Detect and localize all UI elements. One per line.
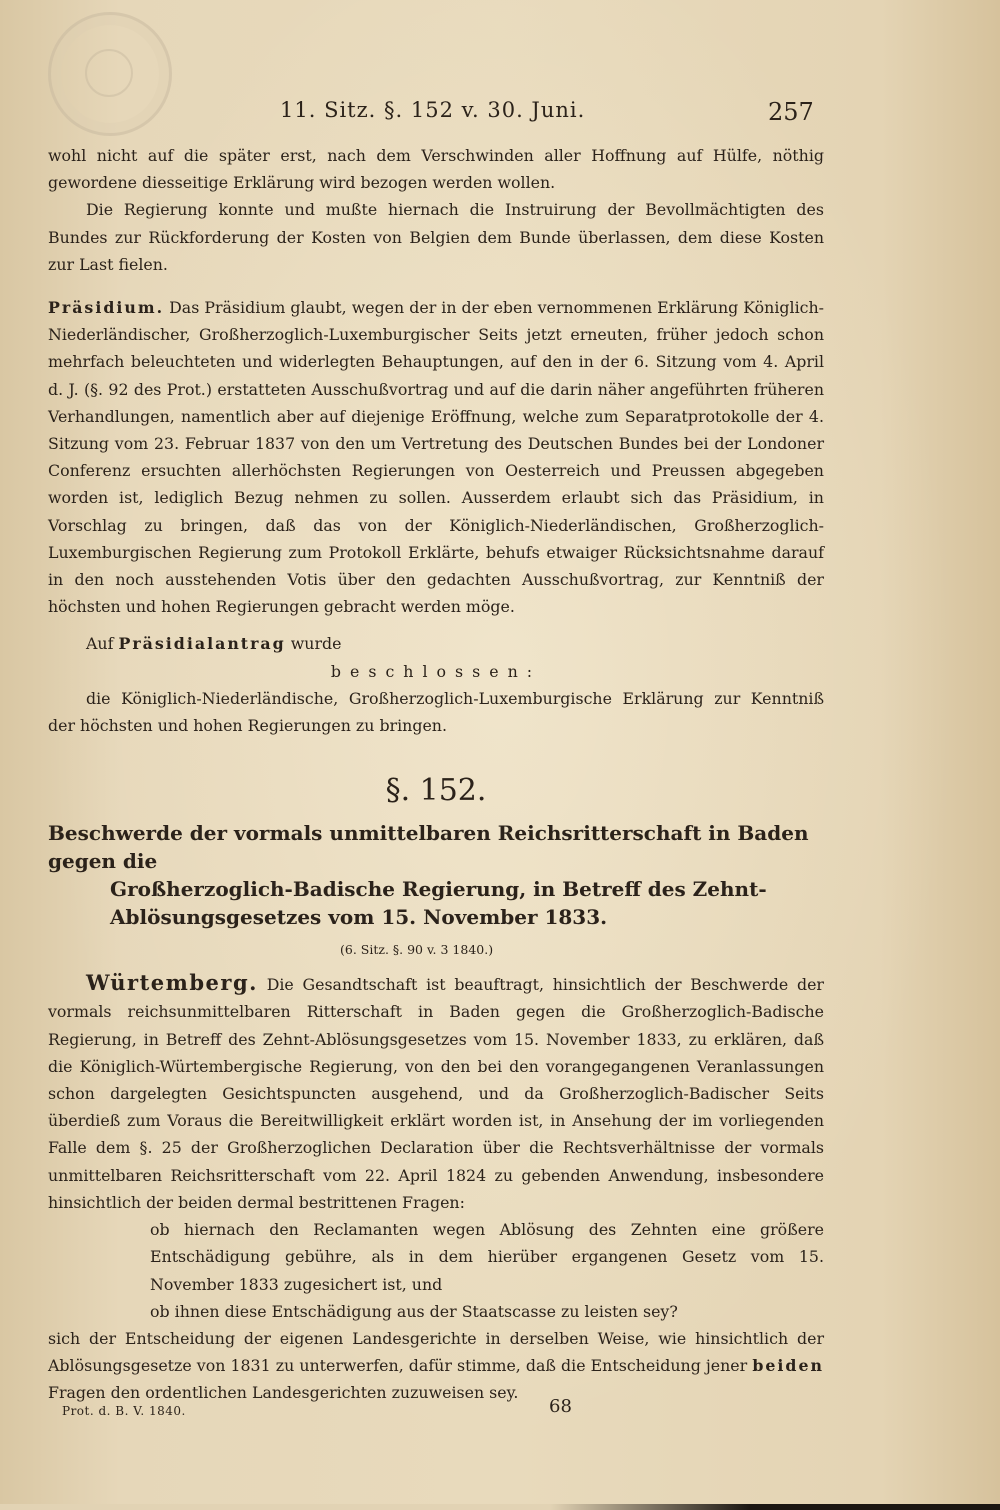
speaker-wuertemberg: Würtemberg. [86, 970, 258, 996]
question-2: ob ihnen diese Entschädigung aus der Staatscasse zu leisten sey? [150, 1301, 678, 1321]
paragraph-closing [48, 1325, 824, 1407]
question-1: ob hiernach den Reclamanten wegen Ablösung des Zehnten eine größere Entschädigung gebühre, als in dem hierüber ergangenen Gesetz vom 15. November 1833 zugesichert ist, und [150, 1220, 824, 1294]
sheet-number: 68 [549, 1396, 572, 1417]
section-reference: (6. Sitz. §. 90 v. 3 1840.) [340, 942, 494, 958]
running-head: 11. Sitz. §. 152 v. 30. Juni. [280, 98, 586, 122]
closing-main: sich der Entscheidung der eigenen Landesgerichte in derselben Weise, wie hinsichtlich der Ablösungsgesetze von 1831 zu unterwerfen, dafür stimme, daß die Entscheidung jener [48, 1328, 824, 1376]
praesidium-text: Das Präsidium glaubt, wegen der in der eben vernommenen Erklärung Königlich-Niederländischer, Großherzoglich-Luxemburgischer Seits jetzt erneuten, früher jedoch schon mehrfach beleuchteten und widerlegten Behauptungen, auf den in der 6. Sitzung vom 4. April d. J. (§. 92 des Prot.) erstatteten Ausschußvortrag und auf die darin näher angeführten früheren Verhandlungen, namentlich aber auf diejenige Eröffnung, welche zum Separatprotokolle der 4. Sitzung vom 23. Februar 1837 von den um Vertretung des Deutschen Bundes bei der Londoner Conferenz ersuchten allerhöchsten Regierungen von Oesterreich und Preussen abgegeben worden ist, lediglich Bezug nehmen zu sollen. Ausserdem erlaubt sich das Präsidium, in Vorschlag zu bringen, daß das von der Königlich-Niederländischen, Großherzoglich-Luxemburgischen Regierung zum Protokoll Erklärte, behufs etwaiger Rücksichtsnahme darauf in den noch ausstehenden Votis über den gedachten Ausschußvortrag, zur Kenntniß der höchsten und hohen Regierungen gebracht werden möge. [48, 298, 824, 617]
antrag-spaced: Präsidialantrag [118, 634, 286, 654]
section-title-line1: Beschwerde der vormals unmittelbaren Reichsritterschaft in Baden gegen die [48, 821, 809, 874]
antrag-suffix: wurde [290, 634, 342, 654]
wuertemberg-text: Die Gesandtschaft ist beauftragt, hinsichtlich der Beschwerde der vormals reichsunmittelbaren Ritterschaft in Baden gegen die Großherzoglich-Badische Regierung, in Betreff des Zehnt-Ablösungsgesetzes vom 15. November 1833, zu erklären, daß die Königlich-Würtembergische Regierung, von den bei den vorangegangenen Veranlassungen schon dargelegten Gesichtspuncten ausgehend, und da Großherzoglich-Badischer Seits überdieß zum Voraus die Bereitwilligkeit erklärt worden ist, in Ansehung der im vorliegenden Falle dem §. 25 der Großherzoglichen Declaration über die Rechtsverhältnisse der vormals unmittelbaren Reichsritterschaft vom 22. April 1824 zu gebenden Anwendung, insbesondere hinsichtlich der beiden dermal bestrittenen Fragen: [48, 975, 824, 1212]
paragraph-regierung: Die Regierung konnte und mußte hiernach die Instruirung der Bevollmächtigten des Bundes zur Rückforderung der Kosten von Belgien dem Bunde überlassen, dem diese Kosten zur Last fielen. [48, 200, 824, 274]
paragraph-antrag [48, 630, 824, 657]
closing-end: Fragen den ordentlichen Landesgerichten zuzuweisen sey. [48, 1383, 519, 1403]
section-number: §. 152. [385, 773, 487, 809]
scan-edge [0, 1504, 1000, 1510]
page-number: 257 [768, 98, 814, 126]
page-body [48, 142, 824, 1407]
beschlossen-label: beschlossen: [330, 661, 542, 681]
antrag-prefix: Auf [86, 634, 114, 654]
paragraph-beschluss: die Königlich-Niederländische, Großherzoglich-Luxemburgische Erklärung zur Kenntniß der höchsten und hohen Regierungen zu bringen. [48, 688, 824, 736]
closing-spaced: beiden [752, 1356, 824, 1376]
library-stamp [48, 12, 172, 136]
paragraph-praesidium [48, 294, 824, 620]
paragraph-continuation: wohl nicht auf die später erst, nach dem Verschwinden aller Hoffnung auf Hülfe, nöthig gewordene diesseitige Erklärung wird bezogen werden wollen. [48, 146, 824, 193]
paragraph-wuertemberg [48, 969, 824, 1216]
question-list [48, 1216, 824, 1325]
speaker-praesidium: Präsidium. [48, 298, 165, 318]
section-title-line2: Großherzoglich-Badische Regierung, in Betreff des Zehnt-Ablösungsgesetzes vom 15. November 1833. [110, 877, 767, 930]
section-title [48, 819, 824, 931]
footer-signature: Prot. d. B. V. 1840. [62, 1404, 186, 1418]
